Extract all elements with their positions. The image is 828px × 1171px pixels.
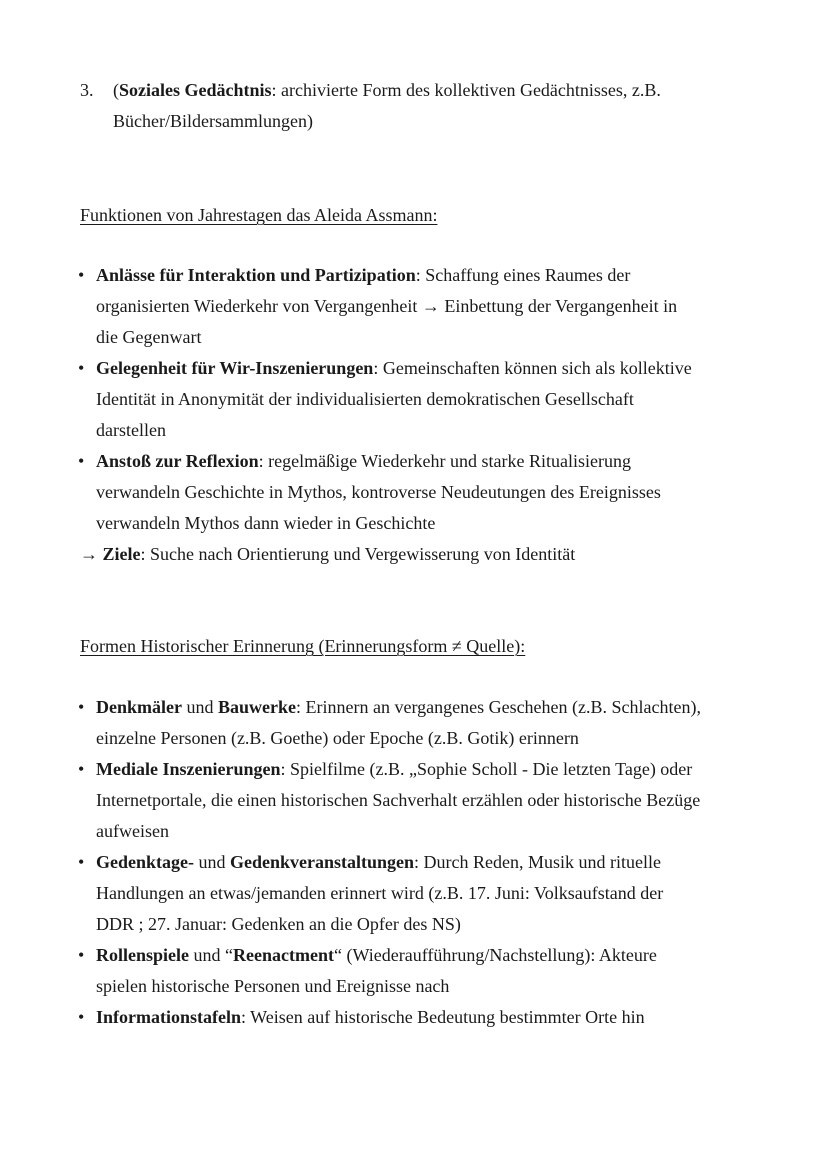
bullet-line: die Gegenwart — [96, 327, 202, 347]
bullet-icon: • — [78, 759, 85, 779]
bullet-icon: • — [78, 1007, 85, 1027]
term-bold: Informationstafeln — [96, 1007, 241, 1027]
bullet-line: einzelne Personen (z.B. Goethe) oder Epoche (z.B. Gotik) erinnern — [96, 728, 579, 748]
arrow-icon: → — [80, 544, 98, 564]
bullet-icon: • — [78, 265, 85, 285]
bullet-line: Mediale Inszenierungen: Spielfilme (z.B. „Sophie Scholl - Die letzten Tage) oder — [96, 759, 693, 779]
bullet-line: Internetportale, die einen historischen Sachverhalt erzählen oder historische Bezüge — [96, 790, 701, 810]
bullet-icon: • — [78, 852, 85, 872]
bullet-line: Handlungen an etwas/jemanden erinnert wird (z.B. 17. Juni: Volksaufstand der — [96, 883, 664, 903]
term-bold: Anlässe für Interaktion und Partizipation — [96, 265, 416, 285]
bullet-line: Anlässe für Interaktion und Partizipation: Schaffung eines Raumes der — [96, 265, 631, 285]
bullet-line: Gelegenheit für Wir-Inszenierungen: Gemeinschaften können sich als kollektive — [96, 358, 692, 378]
goal-line: → Ziele: Suche nach Orientierung und Vergewisserung von Identität — [80, 544, 576, 564]
bullet-line: Gedenktage- und Gedenkveranstaltungen: Durch Reden, Musik und rituelle — [96, 852, 661, 872]
section-heading-functions: Funktionen von Jahrestagen das Aleida Assmann: — [80, 205, 438, 225]
section-heading-forms: Formen Historischer Erinnerung (Erinnerungsform ≠ Quelle): — [80, 636, 526, 656]
bullet-line: verwandeln Mythos dann wieder in Geschichte — [96, 513, 436, 533]
bullet-line: Rollenspiele und “Reenactment“ (Wiederaufführung/Nachstellung): Akteure — [96, 945, 657, 965]
term-bold: Gedenktage- — [96, 852, 194, 872]
item-line-1: (Soziales Gedächtnis: archivierte Form des kollektiven Gedächtnisses, z.B. — [113, 80, 661, 100]
bullet-icon: • — [78, 358, 85, 378]
term-bold: Mediale Inszenierungen — [96, 759, 281, 779]
bullet-line: DDR ; 27. Januar: Gedenken an die Opfer des NS) — [96, 914, 461, 934]
bullet-line: darstellen — [96, 420, 166, 440]
term-bold: Soziales Gedächtnis — [119, 80, 272, 100]
term-bold: Rollenspiele — [96, 945, 189, 965]
item-line-2: Bücher/Bildersammlungen) — [113, 111, 313, 131]
bullet-line: Denkmäler und Bauwerke: Erinnern an vergangenes Geschehen (z.B. Schlachten), — [96, 697, 701, 717]
bullet-line: aufweisen — [96, 821, 169, 841]
bullet-line: verwandeln Geschichte in Mythos, kontroverse Neudeutungen des Ereignisses — [96, 482, 661, 502]
bullet-line: spielen historische Personen und Ereignisse nach — [96, 976, 450, 996]
bullet-icon: • — [78, 945, 85, 965]
bullet-line: Anstoß zur Reflexion: regelmäßige Wiederkehr und starke Ritualisierung — [96, 451, 631, 471]
term-bold: Bauwerke — [217, 697, 296, 717]
bullet-icon: • — [78, 697, 85, 717]
term-bold: Gedenkveranstaltungen — [230, 852, 415, 872]
bullet-line: Identität in Anonymität der individualisierten demokratischen Gesellschaft — [96, 389, 634, 409]
bullet-line: Informationstafeln: Weisen auf historische Bedeutung bestimmter Orte hin — [96, 1007, 645, 1027]
term-bold: Gelegenheit für Wir-Inszenierungen — [96, 358, 374, 378]
bullet-line: organisierten Wiederkehr von Vergangenheit → Einbettung der Vergangenheit in — [96, 296, 678, 316]
bullet-icon: • — [78, 451, 85, 471]
term-bold: Denkmäler — [96, 697, 182, 717]
term-bold: Reenactment — [233, 945, 334, 965]
term-bold: Ziele — [102, 544, 141, 564]
term-bold: Anstoß zur Reflexion — [96, 451, 259, 471]
item-number: 3. — [80, 80, 94, 100]
